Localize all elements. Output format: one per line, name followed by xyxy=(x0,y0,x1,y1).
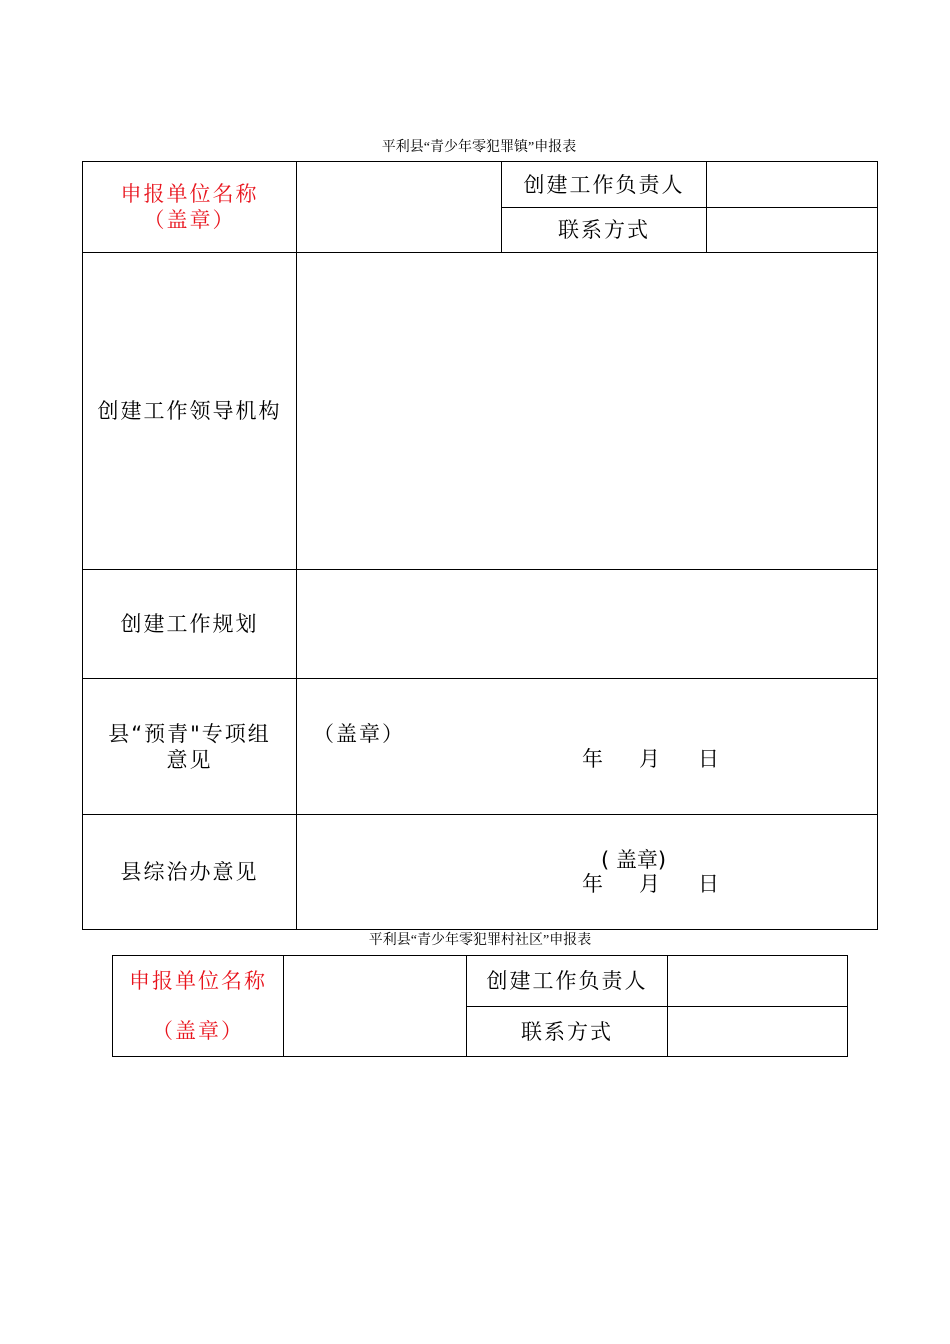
form1-leader-label: 创建工作负责人 xyxy=(502,162,707,208)
form1-unit-name-stamp: （盖章） xyxy=(143,208,236,232)
form2-table xyxy=(112,955,848,1057)
form2-contact-field[interactable] xyxy=(668,1007,848,1057)
date-day: 日 xyxy=(698,872,719,896)
form1-youth-group-label-cell xyxy=(83,679,297,815)
form1-youth-group-date xyxy=(582,746,719,772)
form1-plan-label: 创建工作规划 xyxy=(83,570,297,679)
form1-org-field[interactable] xyxy=(297,253,878,570)
form2-leader-label: 创建工作负责人 xyxy=(467,956,668,1007)
form1-title: 平利县“青少年零犯罪镇”申报表 xyxy=(381,140,577,155)
form2-title: 平利县“青少年零犯罪村社区”申报表 xyxy=(368,933,592,948)
date-year: 年 xyxy=(582,872,603,896)
date-day: 日 xyxy=(698,747,719,771)
form1-org-label: 创建工作领导机构 xyxy=(83,253,297,570)
form1-youth-group-opinion-field[interactable] xyxy=(297,679,878,815)
form1-youth-group-stamp: （盖章） xyxy=(313,722,405,746)
form1-contact-field[interactable] xyxy=(707,208,878,253)
date-month: 月 xyxy=(639,872,660,896)
form1-office-label: 县综治办意见 xyxy=(83,815,297,930)
form1-office-opinion-field[interactable] xyxy=(297,815,878,930)
form2-contact-label: 联系方式 xyxy=(467,1007,668,1057)
form1-office-stamp: ( 盖章) xyxy=(601,848,667,872)
form1-unit-name-label-cell xyxy=(83,162,297,253)
form1-unit-name-field[interactable] xyxy=(297,162,502,253)
form1-youth-group-label-2: 意见 xyxy=(166,747,213,772)
form2-leader-field[interactable] xyxy=(668,956,848,1007)
form1-plan-field[interactable] xyxy=(297,570,878,679)
form1-youth-group-label: 县“预青"专项组 xyxy=(108,721,271,746)
date-year: 年 xyxy=(582,747,603,771)
form1-table xyxy=(82,161,878,930)
form2-unit-name-stamp: （盖章） xyxy=(152,1019,244,1043)
form1-unit-name-label: 申报单位名称 xyxy=(120,182,259,206)
date-month: 月 xyxy=(639,747,660,771)
form2-unit-name-label: 申报单位名称 xyxy=(129,969,267,993)
form1-contact-label: 联系方式 xyxy=(502,208,707,253)
form1-leader-field[interactable] xyxy=(707,162,878,208)
form2-unit-name-field[interactable] xyxy=(284,956,467,1057)
form1-office-date xyxy=(582,871,719,897)
form2-unit-name-label-cell xyxy=(113,956,284,1057)
